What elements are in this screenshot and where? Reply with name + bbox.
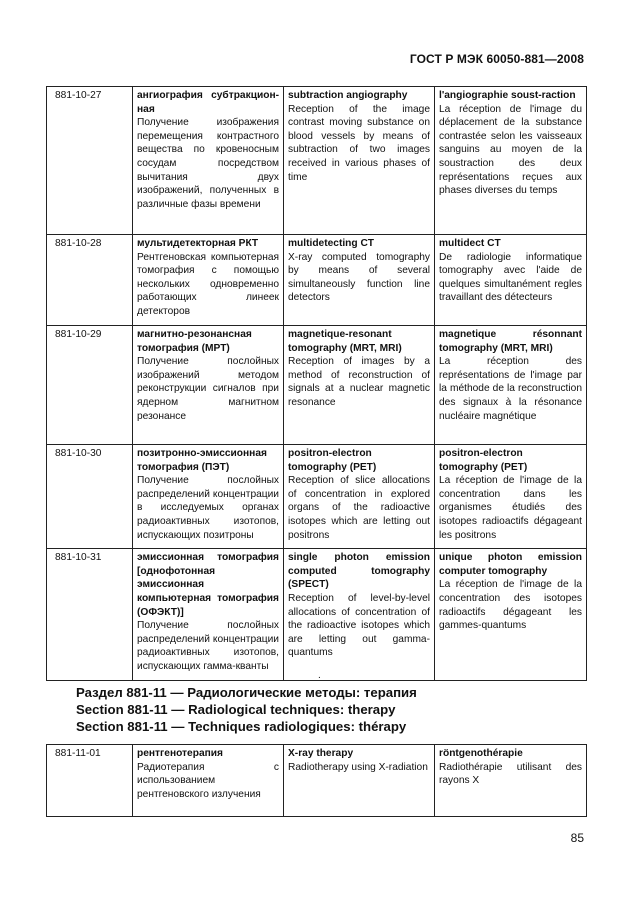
section-heading-en: Section 881-11 — Radiological techniques: therapy — [76, 702, 396, 717]
term-fr: multidect CT — [439, 238, 501, 249]
definition-en: Reception of slice allocations of concentration in explored organs of the radioactive isotopes which are letting out positrons — [288, 475, 430, 541]
definition-ru: Получение изображения перемещения контрастного вещества по кровеносным сосудам посредством вычитания двух изображений, полученных в различные фазы времени — [137, 117, 279, 210]
table-row — [47, 745, 587, 817]
term-ru-cell — [133, 326, 284, 445]
term-fr-cell — [435, 235, 587, 326]
term-en-cell — [284, 235, 435, 326]
term-fr-cell — [435, 445, 587, 549]
table-row — [47, 549, 587, 680]
terms-table-section-11 — [46, 744, 587, 817]
term-ru: ангиография субтракцион-ная — [137, 90, 279, 115]
term-code: 881-10-27 — [47, 87, 133, 235]
term-fr-cell — [435, 745, 587, 817]
term-en: multidetecting CT — [288, 238, 375, 249]
definition-fr: Radiothérapie utilisant des rayons X — [439, 761, 582, 787]
term-ru-cell — [133, 235, 284, 326]
term-code: 881-10-29 — [47, 326, 133, 445]
term-ru-cell — [133, 87, 284, 235]
term-fr: unique photon emission computer tomography — [439, 552, 582, 577]
terms-table-section-10 — [46, 86, 587, 681]
definition-fr: La réception de l'image de la concentration dans les organismes étudiés des isotopes radioactifs dégageant les positrons — [439, 475, 582, 541]
term-fr: röntgenothérapie — [439, 748, 523, 759]
term-en: X-ray therapy — [288, 748, 354, 759]
definition-fr: De radiologie informatique tomography avec l'aide de quelques simultanément regles travaillant des détecteurs — [439, 251, 582, 304]
section-heading-ru: Раздел 881-11 — Радиологические методы: терапия — [76, 685, 417, 700]
section-heading — [76, 684, 417, 735]
term-fr-cell — [435, 326, 587, 445]
term-ru: позитронно-эмиссионная томография (ПЭТ) — [137, 448, 267, 473]
term-ru-cell — [133, 445, 284, 549]
term-fr: positron-electron tomography (PET) — [439, 448, 528, 473]
section-heading-fr: Section 881-11 — Techniques radiologiques: thérapy — [76, 719, 407, 734]
term-fr-cell — [435, 87, 587, 235]
definition-en: X-ray computed tomography by means of several simultaneously function line detectors — [288, 251, 430, 304]
table-row — [47, 445, 587, 549]
term-code: 881-11-01 — [47, 745, 133, 817]
term-en-cell — [284, 326, 435, 445]
definition-en: Reception of images by a method of reconstruction of signals at a nuclear magnetic resonance — [288, 356, 430, 408]
term-ru-cell — [133, 745, 284, 817]
definition-ru: Рентгеновская компьютерная томография с помощью нескольких одновременно работающих линеек детекторов — [137, 251, 279, 317]
definition-ru: Радиотерапия с использованием рентгеновского излучения — [137, 761, 279, 800]
term-ru: рентгенотерапия — [137, 748, 223, 759]
term-code: 881-10-31 — [47, 549, 133, 680]
term-code: 881-10-30 — [47, 445, 133, 549]
definition-fr: La réception de l'image du déplacement de la substance contrastée selon les vaisseaux sanguins au moyen de la soustraction des deux représentations reçues aux phases diverses du temps — [439, 103, 582, 197]
definition-fr: La réception de l'image de la concentration des isotopes radioactifs dégageant les gammes-quantums — [439, 579, 582, 632]
table-row — [47, 235, 587, 326]
term-fr: magnetique résonnant tomography (MRT, MRI) — [439, 329, 582, 354]
definition-en: Reception of the image contrast moving substance on blood vessels by means of subtraction of two images received in various phases of time — [288, 103, 430, 183]
term-en-cell — [284, 745, 435, 817]
term-en: subtraction angiography — [288, 90, 408, 101]
term-en-cell — [284, 549, 435, 680]
term-en: positron-electron tomography (PET) — [288, 448, 377, 473]
term-en: single photon emission computed tomography (SPECT) — [288, 552, 430, 591]
definition-ru: Получение послойных изображений методом реконструкции сигналов при ядерном магнитном резонансе — [137, 356, 279, 422]
term-fr-cell — [435, 549, 587, 680]
table-row — [47, 326, 587, 445]
term-en-cell — [284, 445, 435, 549]
definition-en: Radiotherapy using X-radiation — [288, 761, 428, 773]
document-standard-header: ГОСТ Р МЭК 60050-881—2008 — [409, 52, 584, 66]
definition-ru: Получение послойных распределений концентрации радиоактивных изотопов, испускающих гамма-кванты — [137, 620, 279, 672]
definition-fr: La réception des représentations de l'image par la méthode de la reconstruction des signaux à la résonance nucléaire magnétique — [439, 356, 582, 422]
term-code: 881-10-28 — [47, 235, 133, 326]
term-en: magnetique-resonant tomography (MRT, MRI) — [288, 329, 402, 354]
term-ru-cell — [133, 549, 284, 680]
table-row — [47, 87, 587, 235]
term-ru: эмиссионная томография [однофотонная эмиссионная компьютерная томография (ОФЭКТ)] — [137, 552, 279, 618]
definition-en: Reception of level-by-level allocations of concentration of the radioactive isotopes which are letting out gamma-quantums — [288, 592, 430, 659]
term-ru: магнитно-резонансная томография (МРТ) — [137, 329, 252, 354]
term-ru: мультидетекторная РКТ — [137, 238, 259, 249]
stray-dot: . — [318, 670, 321, 681]
term-en-cell — [284, 87, 435, 235]
definition-ru: Получение послойных распределений концентрации в исследуемых органах радиоактивных изотопов, испускающих позитроны — [137, 475, 279, 541]
page-number: 85 — [570, 831, 584, 845]
term-fr: l'angiographie soust-raction — [439, 90, 576, 101]
